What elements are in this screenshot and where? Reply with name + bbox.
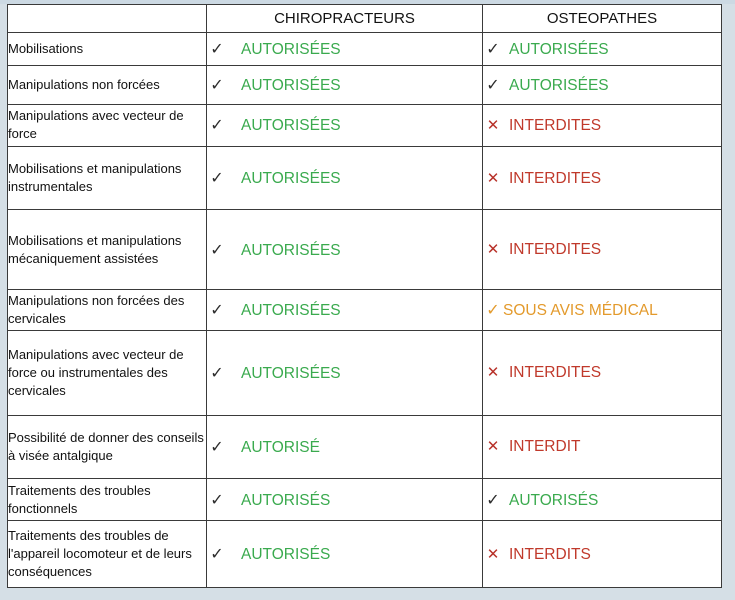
table-row [8, 33, 722, 66]
table-row [8, 479, 722, 521]
check-icon: ✓ [486, 41, 500, 59]
osteo-cell [483, 415, 722, 478]
check-icon: ✓ [210, 438, 224, 456]
osteo-status: INTERDITS [509, 545, 591, 563]
chiro-status: AUTORISÉES [241, 41, 341, 59]
row-label: Mobilisations et manipulations instrumentales [8, 146, 207, 209]
row-label: Manipulations non forcées [8, 66, 207, 104]
osteo-status: INTERDITES [509, 364, 602, 382]
check-icon: ✓ [210, 241, 224, 259]
table-row [8, 104, 722, 146]
check-icon: ✓ [210, 76, 224, 94]
osteo-cell [483, 210, 722, 290]
osteo-cell [483, 33, 722, 66]
row-label: Traitements des troubles fonctionnels [8, 479, 207, 521]
chiro-cell [207, 146, 483, 209]
osteo-cell [483, 331, 722, 416]
check-icon: ✓ [210, 117, 224, 135]
chiro-status: AUTORISÉ [241, 438, 320, 456]
osteo-cell [483, 66, 722, 104]
chiro-status: AUTORISÉS [241, 546, 331, 564]
check-icon: ✓ [210, 170, 224, 188]
row-label: Traitements des troubles de l'appareil locomoteur et de leurs conséquences [8, 521, 207, 588]
cross-icon: ✕ [486, 116, 500, 134]
row-label: Mobilisations [8, 33, 207, 66]
cross-icon: ✕ [486, 364, 500, 382]
table-row [8, 289, 722, 330]
chiro-cell [207, 210, 483, 290]
chiro-cell [207, 33, 483, 66]
table-row [8, 146, 722, 209]
check-icon: ✓ [210, 41, 224, 59]
chiro-cell [207, 104, 483, 146]
chiro-status: AUTORISÉES [241, 117, 341, 135]
osteo-status: INTERDIT [509, 438, 581, 456]
check-icon: ✓ [210, 491, 224, 509]
chiro-cell [207, 521, 483, 588]
osteo-cell [483, 104, 722, 146]
osteo-status: INTERDITES [509, 169, 602, 187]
chiro-status: AUTORISÉES [241, 170, 341, 188]
row-label: Manipulations non forcées des cervicales [8, 289, 207, 330]
check-icon: ✓ [210, 301, 224, 319]
osteo-status: INTERDITES [509, 116, 602, 134]
table-row [8, 415, 722, 478]
check-icon: ✓ [210, 364, 224, 382]
header-row [8, 5, 722, 33]
chiro-cell [207, 66, 483, 104]
check-icon: ✓ [210, 546, 224, 564]
chiro-status: AUTORISÉES [241, 301, 341, 319]
cross-icon: ✕ [486, 438, 500, 456]
osteo-cell [483, 146, 722, 209]
chiro-cell [207, 331, 483, 416]
osteo-status: AUTORISÉS [509, 491, 599, 509]
cross-icon: ✕ [486, 545, 500, 563]
osteo-status: AUTORISÉES [509, 76, 609, 94]
chiro-status: AUTORISÉS [241, 491, 331, 509]
table-row [8, 66, 722, 104]
osteo-cell [483, 289, 722, 330]
osteo-status: INTERDITES [509, 241, 602, 259]
chiro-cell [207, 415, 483, 478]
chiro-status: AUTORISÉES [241, 241, 341, 259]
comparison-table [7, 4, 722, 588]
row-label: Mobilisations et manipulations mécaniquement assistées [8, 210, 207, 290]
cross-icon: ✕ [486, 169, 500, 187]
chiro-cell [207, 289, 483, 330]
osteo-status: AUTORISÉES [509, 41, 609, 59]
osteo-status: SOUS AVIS MÉDICAL [503, 301, 658, 319]
check-icon: ✓ [486, 491, 500, 509]
header-corner-cell [8, 5, 207, 33]
cross-icon: ✕ [486, 241, 500, 259]
chiro-status: AUTORISÉES [241, 364, 341, 382]
chiro-status: AUTORISÉES [241, 76, 341, 94]
check-icon: ✓ [486, 76, 500, 94]
row-label: Manipulations avec vecteur de force ou instrumentales des cervicales [8, 331, 207, 416]
table-row [8, 210, 722, 290]
osteo-cell [483, 521, 722, 588]
header-chiropracteurs: CHIROPRACTEURS [207, 5, 483, 33]
row-label: Manipulations avec vecteur de force [8, 104, 207, 146]
row-label: Possibilité de donner des conseils à visée antalgique [8, 415, 207, 478]
table-row [8, 331, 722, 416]
chiro-cell [207, 479, 483, 521]
check-icon: ✓ [486, 301, 500, 319]
table-row [8, 521, 722, 588]
header-osteopathes: OSTEOPATHES [483, 5, 722, 33]
osteo-cell [483, 479, 722, 521]
